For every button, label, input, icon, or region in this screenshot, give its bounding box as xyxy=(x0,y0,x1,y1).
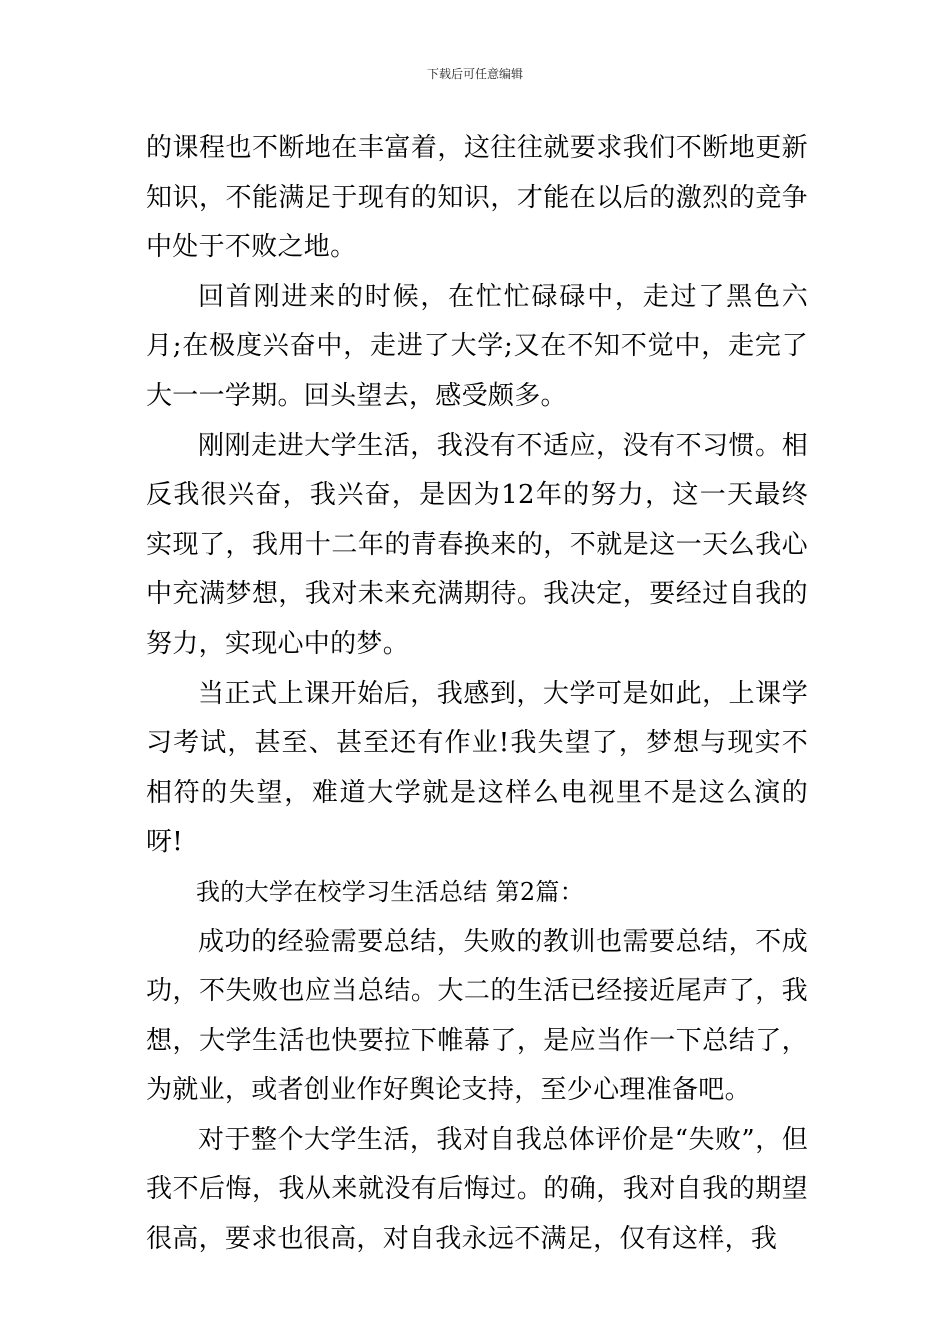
paragraph-entering-college: 刚刚走进大学生活，我没有不适应，没有不习惯。相反我很兴奋，我兴奋，是因为12年的努力，这一天最终实现了，我用十二年的青春换来的，不就是这一天么我心中充满梦想，我对未来充满期待。我决定，要经过自我的努力，实现心中的梦。 xyxy=(146,430,808,659)
section-heading: 我的大学在校学习生活总结 第2篇： xyxy=(196,877,584,906)
paragraph-disappointment: 当正式上课开始后，我感到，大学可是如此，上课学习考试，甚至、甚至还有作业!我失望了，梦想与现实不相符的失望，难道大学就是这样么电视里不是这么演的呀! xyxy=(146,678,808,858)
document-body xyxy=(146,124,808,1265)
paragraph-summary-needed: 成功的经验需要总结，失败的教训也需要总结，不成功，不失败也应当总结。大二的生活已经接近尾声了，我想，大学生活也快要拉下帷幕了，是应当作一下总结了，为就业，或者创业作好舆论支持，至少心理准备吧。 xyxy=(146,926,808,1106)
paragraph-continuation: 的课程也不断地在丰富着，这往往就要求我们不断地更新知识，不能满足于现有的知识，才能在以后的激烈的竞争中处于不败之地。 xyxy=(146,133,808,263)
paragraph-self-evaluation: 对于整个大学生活，我对自我总体评价是“失败”，但我不后悔，我从来就没有后悔过。的确，我对自我的期望很高，要求也很高，对自我永远不满足，仅有这样，我 xyxy=(146,1124,808,1255)
page-header: 下载后可任意编辑 xyxy=(426,67,523,81)
paragraph-looking-back: 回首刚进来的时候，在忙忙碌碌中，走过了黑色六月;在极度兴奋中，走进了大学;又在不知不觉中，走完了大一一学期。回头望去，感受颇多。 xyxy=(146,281,808,411)
